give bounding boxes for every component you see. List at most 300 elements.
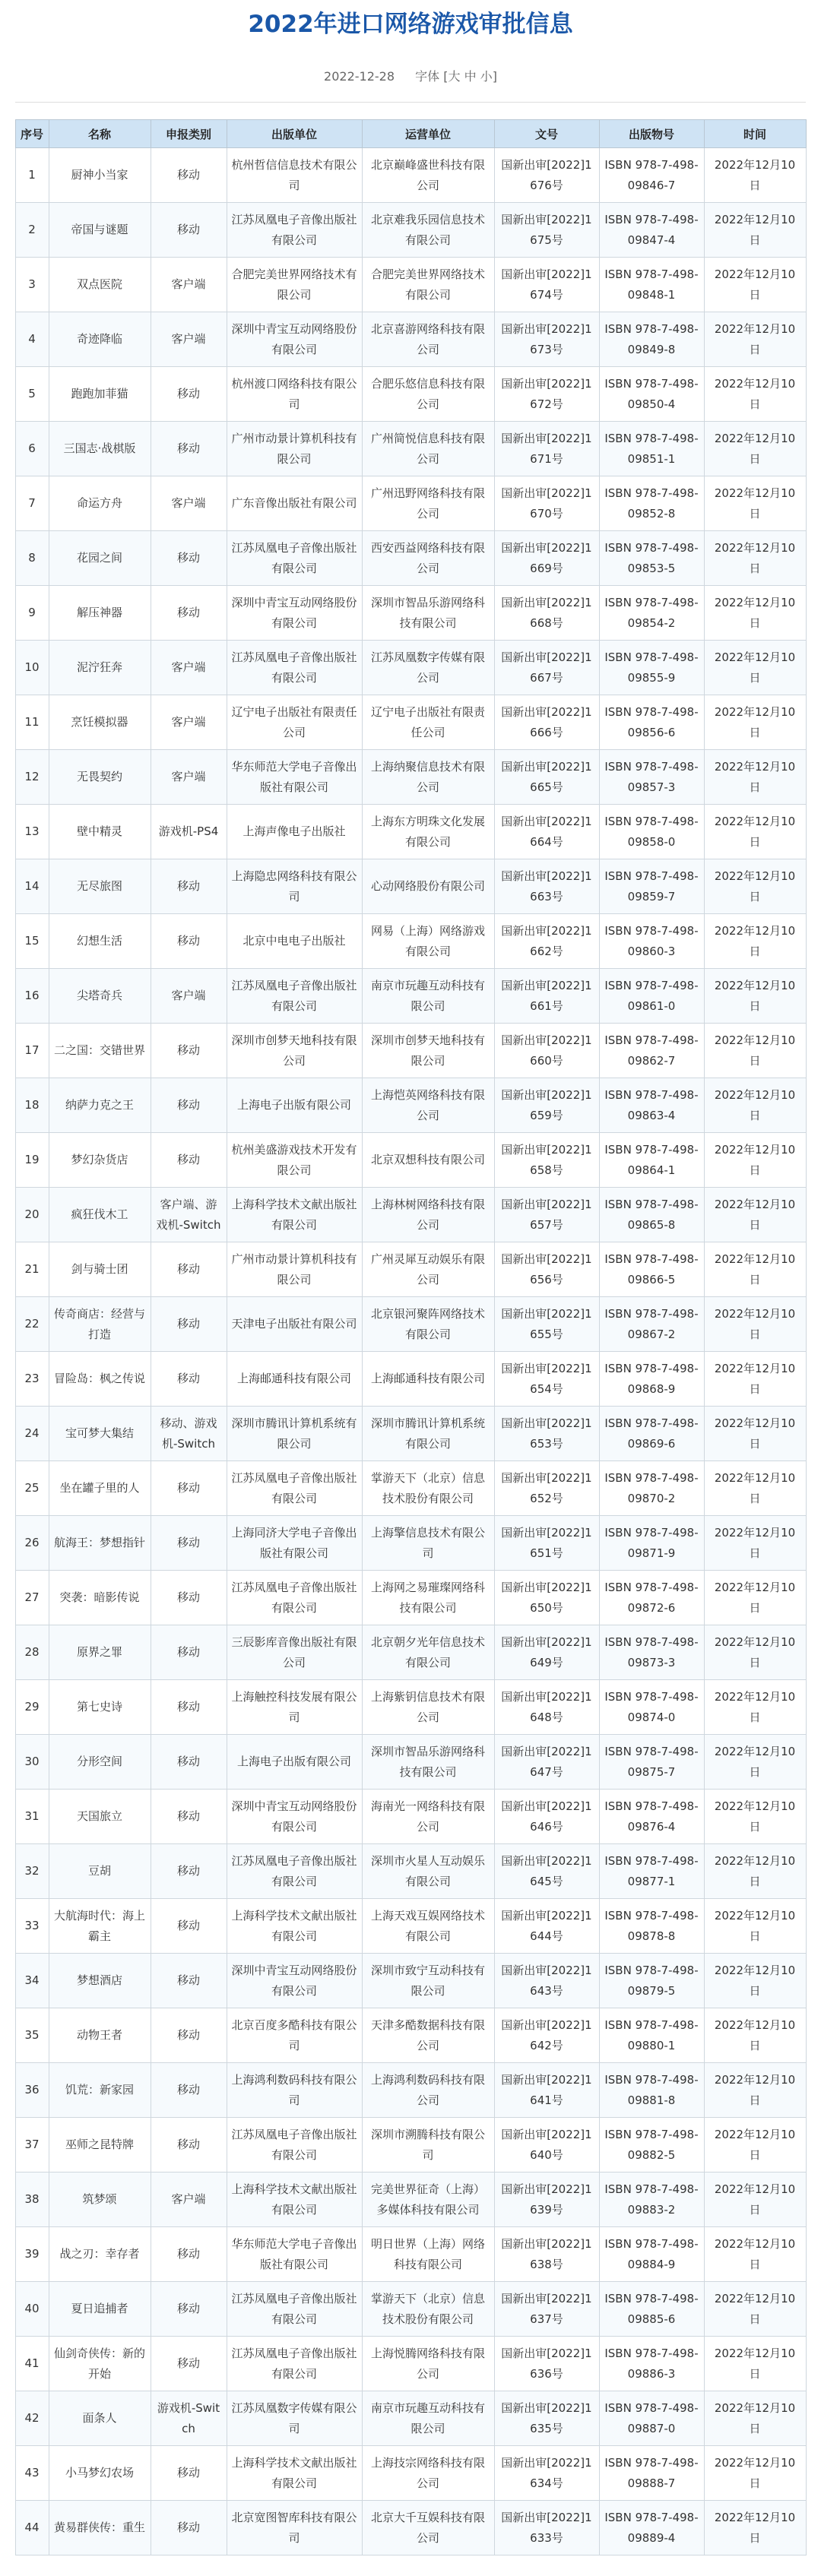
- cell-col-date: 2022年12月10日: [704, 1790, 806, 1844]
- cell-col-publisher: 深圳市创梦天地科技有限公司: [227, 1024, 362, 1078]
- cell-col-index: 16: [15, 969, 49, 1024]
- cell-col-isbn: ISBN 978-7-498-09871-9: [599, 1516, 704, 1571]
- cell-col-operator: 深圳市创梦天地科技有限公司: [362, 1024, 494, 1078]
- cell-col-date: 2022年12月10日: [704, 750, 806, 805]
- cell-col-date: 2022年12月10日: [704, 641, 806, 695]
- cell-col-operator: 江苏凤凰数字传媒有限公司: [362, 641, 494, 695]
- cell-col-operator: 深圳市溯腾科技有限公司: [362, 2118, 494, 2173]
- cell-col-operator: 北京难我乐园信息技术有限公司: [362, 203, 494, 258]
- cell-col-publisher: 北京百度多酷科技有限公司: [227, 2008, 362, 2063]
- cell-col-isbn: ISBN 978-7-498-09869-6: [599, 1407, 704, 1461]
- cell-col-isbn: ISBN 978-7-498-09849-8: [599, 312, 704, 367]
- cell-col-publisher: 上海科学技术文献出版社有限公司: [227, 1188, 362, 1242]
- font-size-label: 字体: [415, 69, 440, 84]
- cell-col-isbn: ISBN 978-7-498-09854-2: [599, 586, 704, 641]
- cell-col-category: 移动: [151, 2008, 227, 2063]
- table-row: [15, 531, 806, 586]
- cell-col-operator: 广州迅野网络科技有限公司: [362, 476, 494, 531]
- cell-col-name: 解压神器: [49, 586, 151, 641]
- cell-col-operator: 掌游天下（北京）信息技术股份有限公司: [362, 1461, 494, 1516]
- cell-col-approval-no: 国新出审[2022]1647号: [494, 1735, 599, 1790]
- table-row: [15, 1954, 806, 2008]
- cell-col-isbn: ISBN 978-7-498-09887-0: [599, 2391, 704, 2446]
- table-row: [15, 1735, 806, 1790]
- cell-col-name: 泥泞狂奔: [49, 641, 151, 695]
- cell-col-category: 移动: [151, 1954, 227, 2008]
- cell-col-category: 客户端: [151, 2173, 227, 2227]
- cell-col-approval-no: 国新出审[2022]1659号: [494, 1078, 599, 1133]
- cell-col-date: 2022年12月10日: [704, 2008, 806, 2063]
- cell-col-operator: 深圳市腾讯计算机系统有限公司: [362, 1407, 494, 1461]
- cell-col-category: 移动: [151, 1571, 227, 1625]
- cell-col-publisher: 华东师范大学电子音像出版社有限公司: [227, 2227, 362, 2282]
- cell-col-index: 24: [15, 1407, 49, 1461]
- cell-col-name: 花园之间: [49, 531, 151, 586]
- cell-col-date: 2022年12月10日: [704, 1735, 806, 1790]
- table-row: [15, 805, 806, 859]
- cell-col-isbn: ISBN 978-7-498-09859-7: [599, 859, 704, 914]
- cell-col-publisher: 上海隐忠网络科技有限公司: [227, 859, 362, 914]
- table-row: [15, 1024, 806, 1078]
- cell-col-isbn: ISBN 978-7-498-09864-1: [599, 1133, 704, 1188]
- cell-col-date: 2022年12月10日: [704, 805, 806, 859]
- table-row: [15, 1188, 806, 1242]
- cell-col-isbn: ISBN 978-7-498-09874-0: [599, 1680, 704, 1735]
- cell-col-index: 17: [15, 1024, 49, 1078]
- cell-col-index: 27: [15, 1571, 49, 1625]
- cell-col-category: 客户端: [151, 641, 227, 695]
- cell-col-index: 15: [15, 914, 49, 969]
- cell-col-date: 2022年12月10日: [704, 859, 806, 914]
- cell-col-operator: 合肥乐悠信息科技有限公司: [362, 367, 494, 422]
- cell-col-category: 移动: [151, 1461, 227, 1516]
- table-row: [15, 422, 806, 476]
- cell-col-publisher: 江苏凤凰电子音像出版社有限公司: [227, 203, 362, 258]
- cell-col-isbn: ISBN 978-7-498-09861-0: [599, 969, 704, 1024]
- cell-col-date: 2022年12月10日: [704, 476, 806, 531]
- cell-col-date: 2022年12月10日: [704, 695, 806, 750]
- cell-col-category: 移动: [151, 1899, 227, 1954]
- cell-col-approval-no: 国新出审[2022]1674号: [494, 258, 599, 312]
- cell-col-index: 30: [15, 1735, 49, 1790]
- cell-col-name: 战之刃：幸存者: [49, 2227, 151, 2282]
- cell-col-date: 2022年12月10日: [704, 914, 806, 969]
- font-large-link[interactable]: 大: [448, 69, 461, 84]
- cell-col-operator: 深圳市智品乐游网络科技有限公司: [362, 586, 494, 641]
- table-row: [15, 2008, 806, 2063]
- cell-col-publisher: 深圳中青宝互动网络股份有限公司: [227, 1954, 362, 2008]
- cell-col-index: 7: [15, 476, 49, 531]
- cell-col-name: 帝国与谜题: [49, 203, 151, 258]
- table-body: [15, 148, 806, 2555]
- cell-col-publisher: 天津电子出版社有限公司: [227, 1297, 362, 1352]
- cell-col-publisher: 上海电子出版有限公司: [227, 1735, 362, 1790]
- table-row: [15, 1625, 806, 1680]
- cell-col-approval-no: 国新出审[2022]1635号: [494, 2391, 599, 2446]
- cell-col-operator: 上海鸿利数码科技有限公司: [362, 2063, 494, 2118]
- cell-col-publisher: 深圳中青宝互动网络股份有限公司: [227, 312, 362, 367]
- cell-col-category: 移动: [151, 367, 227, 422]
- cell-col-publisher: 江苏凤凰电子音像出版社有限公司: [227, 2118, 362, 2173]
- cell-col-isbn: ISBN 978-7-498-09875-7: [599, 1735, 704, 1790]
- cell-col-date: 2022年12月10日: [704, 1133, 806, 1188]
- cell-col-approval-no: 国新出审[2022]1672号: [494, 367, 599, 422]
- cell-col-date: 2022年12月10日: [704, 2063, 806, 2118]
- cell-col-date: 2022年12月10日: [704, 1242, 806, 1297]
- cell-col-name: 突袭：暗影传说: [49, 1571, 151, 1625]
- cell-col-name: 豆胡: [49, 1844, 151, 1899]
- article-meta: [0, 64, 821, 90]
- cell-col-category: 客户端: [151, 969, 227, 1024]
- cell-col-isbn: ISBN 978-7-498-09850-4: [599, 367, 704, 422]
- cell-col-approval-no: 国新出审[2022]1668号: [494, 586, 599, 641]
- header-divider: [15, 102, 806, 103]
- cell-col-index: 25: [15, 1461, 49, 1516]
- cell-col-isbn: ISBN 978-7-498-09882-5: [599, 2118, 704, 2173]
- cell-col-category: 移动: [151, 1352, 227, 1407]
- cell-col-index: 12: [15, 750, 49, 805]
- cell-col-category: 客户端: [151, 312, 227, 367]
- cell-col-category: 移动: [151, 1625, 227, 1680]
- cell-col-date: 2022年12月10日: [704, 2173, 806, 2227]
- cell-col-date: 2022年12月10日: [704, 1680, 806, 1735]
- cell-col-index: 33: [15, 1899, 49, 1954]
- cell-col-isbn: ISBN 978-7-498-09868-9: [599, 1352, 704, 1407]
- cell-col-category: 移动: [151, 1844, 227, 1899]
- cell-col-publisher: 广东音像出版社有限公司: [227, 476, 362, 531]
- table-row: [15, 1461, 806, 1516]
- cell-col-operator: 心动网络股份有限公司: [362, 859, 494, 914]
- cell-col-isbn: ISBN 978-7-498-09866-5: [599, 1242, 704, 1297]
- cell-col-publisher: 江苏凤凰电子音像出版社有限公司: [227, 1571, 362, 1625]
- cell-col-publisher: 上海鸿利数码科技有限公司: [227, 2063, 362, 2118]
- cell-col-date: 2022年12月10日: [704, 312, 806, 367]
- approval-table: [15, 119, 807, 2555]
- header-col-isbn: 出版物号: [599, 120, 704, 148]
- cell-col-name: 饥荒：新家园: [49, 2063, 151, 2118]
- cell-col-date: 2022年12月10日: [704, 258, 806, 312]
- cell-col-date: 2022年12月10日: [704, 1024, 806, 1078]
- cell-col-date: 2022年12月10日: [704, 422, 806, 476]
- cell-col-publisher: 上海声像电子出版社: [227, 805, 362, 859]
- cell-col-category: 移动: [151, 422, 227, 476]
- header-col-name: 名称: [49, 120, 151, 148]
- cell-col-operator: 天津多酷数据科技有限公司: [362, 2008, 494, 2063]
- cell-col-index: 36: [15, 2063, 49, 2118]
- table-row: [15, 2063, 806, 2118]
- cell-col-category: 游戏机-PS4: [151, 805, 227, 859]
- cell-col-category: 客户端: [151, 476, 227, 531]
- cell-col-operator: 南京市玩趣互动科技有限公司: [362, 969, 494, 1024]
- cell-col-category: 移动: [151, 2501, 227, 2555]
- cell-col-publisher: 江苏凤凰电子音像出版社有限公司: [227, 1461, 362, 1516]
- cell-col-approval-no: 国新出审[2022]1639号: [494, 2173, 599, 2227]
- cell-col-index: 3: [15, 258, 49, 312]
- cell-col-index: 10: [15, 641, 49, 695]
- cell-col-name: 分形空间: [49, 1735, 151, 1790]
- cell-col-name: 航海王：梦想指针: [49, 1516, 151, 1571]
- cell-col-name: 大航海时代：海上霸主: [49, 1899, 151, 1954]
- cell-col-category: 移动: [151, 2337, 227, 2391]
- cell-col-name: 宝可梦大集结: [49, 1407, 151, 1461]
- cell-col-name: 烹饪模拟器: [49, 695, 151, 750]
- table-row: [15, 258, 806, 312]
- cell-col-isbn: ISBN 978-7-498-09862-7: [599, 1024, 704, 1078]
- cell-col-index: 1: [15, 148, 49, 203]
- cell-col-index: 29: [15, 1680, 49, 1735]
- cell-col-date: 2022年12月10日: [704, 148, 806, 203]
- cell-col-isbn: ISBN 978-7-498-09860-3: [599, 914, 704, 969]
- cell-col-operator: 上海邮通科技有限公司: [362, 1352, 494, 1407]
- cell-col-category: 客户端: [151, 258, 227, 312]
- cell-col-approval-no: 国新出审[2022]1637号: [494, 2282, 599, 2337]
- cell-col-isbn: ISBN 978-7-498-09857-3: [599, 750, 704, 805]
- cell-col-operator: 北京喜游网络科技有限公司: [362, 312, 494, 367]
- cell-col-category: 移动: [151, 1024, 227, 1078]
- header-col-category: 申报类别: [151, 120, 227, 148]
- cell-col-approval-no: 国新出审[2022]1655号: [494, 1297, 599, 1352]
- font-medium-link[interactable]: 中: [464, 69, 477, 84]
- font-size-bracket-open: [: [443, 69, 449, 84]
- cell-col-date: 2022年12月10日: [704, 2337, 806, 2391]
- cell-col-date: 2022年12月10日: [704, 1954, 806, 2008]
- cell-col-category: 移动: [151, 1735, 227, 1790]
- cell-col-isbn: ISBN 978-7-498-09879-5: [599, 1954, 704, 2008]
- cell-col-publisher: 江苏凤凰电子音像出版社有限公司: [227, 969, 362, 1024]
- table-row: [15, 1680, 806, 1735]
- cell-col-operator: 北京大千互娱科技有限公司: [362, 2501, 494, 2555]
- cell-col-name: 幻想生活: [49, 914, 151, 969]
- cell-col-operator: 北京巅峰盛世科技有限公司: [362, 148, 494, 203]
- cell-col-date: 2022年12月10日: [704, 1625, 806, 1680]
- cell-col-name: 面条人: [49, 2391, 151, 2446]
- cell-col-approval-no: 国新出审[2022]1660号: [494, 1024, 599, 1078]
- cell-col-operator: 北京银河聚阵网络技术有限公司: [362, 1297, 494, 1352]
- cell-col-name: 筑梦颂: [49, 2173, 151, 2227]
- cell-col-operator: 上海擎信息技术有限公司: [362, 1516, 494, 1571]
- cell-col-index: 39: [15, 2227, 49, 2282]
- cell-col-approval-no: 国新出审[2022]1644号: [494, 1899, 599, 1954]
- cell-col-approval-no: 国新出审[2022]1650号: [494, 1571, 599, 1625]
- cell-col-index: 9: [15, 586, 49, 641]
- font-small-link[interactable]: 小: [480, 69, 493, 84]
- cell-col-publisher: 三辰影库音像出版社有限公司: [227, 1625, 362, 1680]
- cell-col-name: 传奇商店：经营与打造: [49, 1297, 151, 1352]
- cell-col-isbn: ISBN 978-7-498-09863-4: [599, 1078, 704, 1133]
- cell-col-category: 移动: [151, 1680, 227, 1735]
- cell-col-isbn: ISBN 978-7-498-09853-5: [599, 531, 704, 586]
- table-row: [15, 2391, 806, 2446]
- cell-col-approval-no: 国新出审[2022]1673号: [494, 312, 599, 367]
- cell-col-index: 41: [15, 2337, 49, 2391]
- table-row: [15, 1242, 806, 1297]
- cell-col-index: 23: [15, 1352, 49, 1407]
- cell-col-date: 2022年12月10日: [704, 1844, 806, 1899]
- cell-col-publisher: 北京中电电子出版社: [227, 914, 362, 969]
- cell-col-index: 37: [15, 2118, 49, 2173]
- cell-col-operator: 上海悦腾网络科技有限公司: [362, 2337, 494, 2391]
- cell-col-publisher: 江苏凤凰电子音像出版社有限公司: [227, 531, 362, 586]
- cell-col-date: 2022年12月10日: [704, 586, 806, 641]
- cell-col-index: 28: [15, 1625, 49, 1680]
- cell-col-isbn: ISBN 978-7-498-09848-1: [599, 258, 704, 312]
- cell-col-date: 2022年12月10日: [704, 1899, 806, 1954]
- cell-col-operator: 广州简悦信息科技有限公司: [362, 422, 494, 476]
- cell-col-approval-no: 国新出审[2022]1663号: [494, 859, 599, 914]
- cell-col-name: 无尽旅图: [49, 859, 151, 914]
- table-row: [15, 2282, 806, 2337]
- table-row: [15, 203, 806, 258]
- cell-col-approval-no: 国新出审[2022]1641号: [494, 2063, 599, 2118]
- cell-col-isbn: ISBN 978-7-498-09886-3: [599, 2337, 704, 2391]
- cell-col-name: 第七史诗: [49, 1680, 151, 1735]
- cell-col-publisher: 江苏凤凰电子音像出版社有限公司: [227, 641, 362, 695]
- table-header-row: [15, 120, 806, 148]
- cell-col-isbn: ISBN 978-7-498-09846-7: [599, 148, 704, 203]
- cell-col-approval-no: 国新出审[2022]1661号: [494, 969, 599, 1024]
- cell-col-publisher: 江苏凤凰数字传媒有限公司: [227, 2391, 362, 2446]
- cell-col-category: 游戏机-Switch: [151, 2391, 227, 2446]
- cell-col-operator: 上海纳聚信息技术有限公司: [362, 750, 494, 805]
- cell-col-date: 2022年12月10日: [704, 2118, 806, 2173]
- cell-col-publisher: 深圳中青宝互动网络股份有限公司: [227, 1790, 362, 1844]
- table-row: [15, 367, 806, 422]
- cell-col-date: 2022年12月10日: [704, 1571, 806, 1625]
- cell-col-date: 2022年12月10日: [704, 2446, 806, 2501]
- cell-col-approval-no: 国新出审[2022]1662号: [494, 914, 599, 969]
- cell-col-isbn: ISBN 978-7-498-09885-6: [599, 2282, 704, 2337]
- cell-col-approval-no: 国新出审[2022]1646号: [494, 1790, 599, 1844]
- header-col-operator: 运营单位: [362, 120, 494, 148]
- cell-col-publisher: 江苏凤凰电子音像出版社有限公司: [227, 1844, 362, 1899]
- cell-col-date: 2022年12月10日: [704, 1461, 806, 1516]
- cell-col-category: 移动: [151, 2227, 227, 2282]
- cell-col-date: 2022年12月10日: [704, 203, 806, 258]
- cell-col-index: 6: [15, 422, 49, 476]
- table-row: [15, 1352, 806, 1407]
- table-row: [15, 586, 806, 641]
- cell-col-approval-no: 国新出审[2022]1654号: [494, 1352, 599, 1407]
- cell-col-publisher: 杭州渡口网络科技有限公司: [227, 367, 362, 422]
- cell-col-publisher: 江苏凤凰电子音像出版社有限公司: [227, 2337, 362, 2391]
- cell-col-isbn: ISBN 978-7-498-09884-9: [599, 2227, 704, 2282]
- cell-col-category: 移动: [151, 1790, 227, 1844]
- cell-col-category: 客户端: [151, 750, 227, 805]
- table-row: [15, 148, 806, 203]
- cell-col-name: 梦想酒店: [49, 1954, 151, 2008]
- header-col-date: 时间: [704, 120, 806, 148]
- cell-col-category: 移动: [151, 1516, 227, 1571]
- cell-col-publisher: 上海触控科技发展有限公司: [227, 1680, 362, 1735]
- cell-col-publisher: 上海邮通科技有限公司: [227, 1352, 362, 1407]
- cell-col-name: 夏日追捕者: [49, 2282, 151, 2337]
- cell-col-name: 壁中精灵: [49, 805, 151, 859]
- cell-col-index: 26: [15, 1516, 49, 1571]
- table-row: [15, 2227, 806, 2282]
- cell-col-category: 移动: [151, 531, 227, 586]
- cell-col-operator: 上海林树网络科技有限公司: [362, 1188, 494, 1242]
- cell-col-approval-no: 国新出审[2022]1643号: [494, 1954, 599, 2008]
- cell-col-publisher: 上海科学技术文献出版社有限公司: [227, 1899, 362, 1954]
- cell-col-name: 疯狂伐木工: [49, 1188, 151, 1242]
- cell-col-isbn: ISBN 978-7-498-09883-2: [599, 2173, 704, 2227]
- cell-col-category: 移动: [151, 1297, 227, 1352]
- cell-col-isbn: ISBN 978-7-498-09881-8: [599, 2063, 704, 2118]
- cell-col-name: 冒险岛：枫之传说: [49, 1352, 151, 1407]
- cell-col-index: 38: [15, 2173, 49, 2227]
- cell-col-approval-no: 国新出审[2022]1649号: [494, 1625, 599, 1680]
- cell-col-index: 11: [15, 695, 49, 750]
- cell-col-publisher: 广州市动景计算机科技有限公司: [227, 422, 362, 476]
- cell-col-date: 2022年12月10日: [704, 2391, 806, 2446]
- cell-col-index: 14: [15, 859, 49, 914]
- cell-col-name: 无畏契约: [49, 750, 151, 805]
- cell-col-date: 2022年12月10日: [704, 367, 806, 422]
- cell-col-publisher: 江苏凤凰电子音像出版社有限公司: [227, 2282, 362, 2337]
- cell-col-approval-no: 国新出审[2022]1675号: [494, 203, 599, 258]
- cell-col-operator: 西安西益网络科技有限公司: [362, 531, 494, 586]
- table-row: [15, 1790, 806, 1844]
- cell-col-index: 40: [15, 2282, 49, 2337]
- cell-col-approval-no: 国新出审[2022]1670号: [494, 476, 599, 531]
- cell-col-index: 34: [15, 1954, 49, 2008]
- cell-col-name: 三国志·战棋版: [49, 422, 151, 476]
- cell-col-isbn: ISBN 978-7-498-09855-9: [599, 641, 704, 695]
- cell-col-publisher: 合肥完美世界网络技术有限公司: [227, 258, 362, 312]
- cell-col-publisher: 上海科学技术文献出版社有限公司: [227, 2446, 362, 2501]
- cell-col-approval-no: 国新出审[2022]1656号: [494, 1242, 599, 1297]
- cell-col-category: 移动: [151, 859, 227, 914]
- cell-col-category: 移动: [151, 914, 227, 969]
- cell-col-category: 移动: [151, 2282, 227, 2337]
- cell-col-category: 移动: [151, 586, 227, 641]
- table-row: [15, 2173, 806, 2227]
- cell-col-index: 32: [15, 1844, 49, 1899]
- cell-col-operator: 北京双想科技有限公司: [362, 1133, 494, 1188]
- cell-col-approval-no: 国新出审[2022]1640号: [494, 2118, 599, 2173]
- cell-col-date: 2022年12月10日: [704, 2501, 806, 2555]
- cell-col-isbn: ISBN 978-7-498-09888-7: [599, 2446, 704, 2501]
- cell-col-index: 22: [15, 1297, 49, 1352]
- table-row: [15, 914, 806, 969]
- cell-col-category: 移动: [151, 1242, 227, 1297]
- cell-col-index: 31: [15, 1790, 49, 1844]
- table-row: [15, 2337, 806, 2391]
- cell-col-isbn: ISBN 978-7-498-09852-8: [599, 476, 704, 531]
- cell-col-operator: 北京朝夕光年信息技术有限公司: [362, 1625, 494, 1680]
- cell-col-category: 移动: [151, 1133, 227, 1188]
- cell-col-name: 二之国：交错世界: [49, 1024, 151, 1078]
- cell-col-operator: 广州灵犀互动娱乐有限公司: [362, 1242, 494, 1297]
- cell-col-publisher: 杭州美盛游戏技术开发有限公司: [227, 1133, 362, 1188]
- cell-col-isbn: ISBN 978-7-498-09867-2: [599, 1297, 704, 1352]
- cell-col-isbn: ISBN 978-7-498-09865-8: [599, 1188, 704, 1242]
- cell-col-name: 双点医院: [49, 258, 151, 312]
- cell-col-isbn: ISBN 978-7-498-09877-1: [599, 1844, 704, 1899]
- cell-col-approval-no: 国新出审[2022]1676号: [494, 148, 599, 203]
- cell-col-category: 移动: [151, 148, 227, 203]
- cell-col-approval-no: 国新出审[2022]1653号: [494, 1407, 599, 1461]
- cell-col-date: 2022年12月10日: [704, 2227, 806, 2282]
- cell-col-approval-no: 国新出审[2022]1666号: [494, 695, 599, 750]
- cell-col-category: 移动、游戏机-Switch: [151, 1407, 227, 1461]
- cell-col-isbn: ISBN 978-7-498-09851-1: [599, 422, 704, 476]
- table-row: [15, 2446, 806, 2501]
- publish-date: 2022-12-28: [324, 69, 395, 84]
- cell-col-category: 客户端、游戏机-Switch: [151, 1188, 227, 1242]
- table-row: [15, 1844, 806, 1899]
- cell-col-approval-no: 国新出审[2022]1634号: [494, 2446, 599, 2501]
